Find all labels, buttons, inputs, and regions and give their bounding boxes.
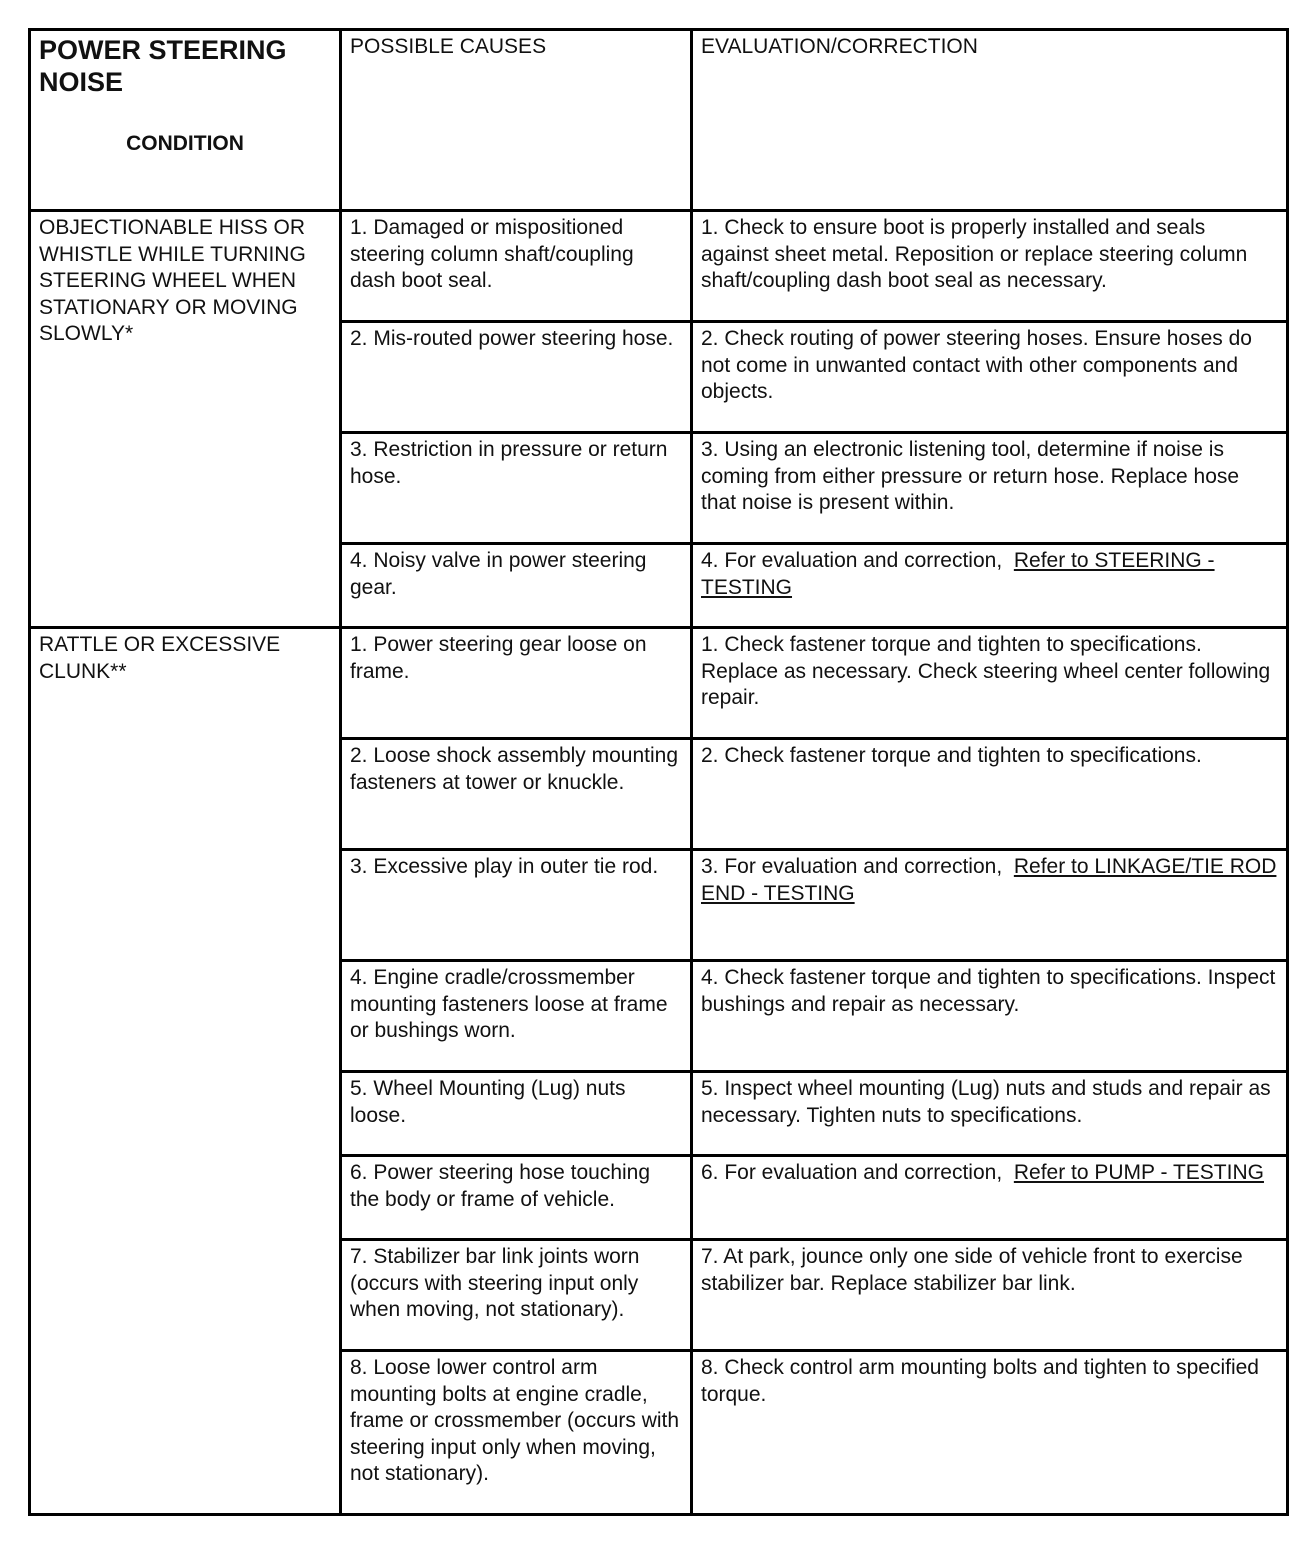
condition-header (30, 30, 341, 211)
cause-cell: 8. Loose lower control arm mounting bolts at engine cradle, frame or crossmember (occurs with steering input only when moving, not stationary). (341, 1351, 692, 1515)
correction-text: 8. Check control arm mounting bolts and tighten to specified torque. (701, 1356, 1259, 1406)
correction-text: 6. For evaluation and correction, (701, 1161, 1003, 1184)
cause-cell: 2. Loose shock assembly mounting fasteners at tower or knuckle. (341, 739, 692, 850)
correction-text: 3. Using an electronic listening tool, determine if noise is coming from either pressure or return hose. Replace hose that noise is present within. (701, 438, 1240, 514)
correction-cell (692, 1351, 1288, 1515)
correction-cell (692, 322, 1288, 433)
cause-cell: 1. Power steering gear loose on frame. (341, 628, 692, 739)
header-row (30, 30, 1288, 211)
correction-cell (692, 433, 1288, 544)
reference-link[interactable]: Refer to PUMP - TESTING (1013, 1161, 1264, 1184)
correction-cell (692, 850, 1288, 961)
reference-link[interactable]: Refer to LINKAGE/TIE ROD END - TESTING (701, 855, 1277, 905)
correction-cell (692, 1156, 1288, 1240)
diagnosis-table (28, 28, 1289, 1516)
correction-text: 2. Check routing of power steering hoses. Ensure hoses do not come in unwanted contact with other components and objects. (701, 327, 1252, 403)
cause-cell: 5. Wheel Mounting (Lug) nuts loose. (341, 1072, 692, 1156)
correction-cell (692, 211, 1288, 322)
correction-text: 3. For evaluation and correction, (701, 855, 1003, 878)
reference-link[interactable]: Refer to STEERING - TESTING (701, 549, 1215, 599)
correction-cell (692, 628, 1288, 739)
causes-column-header: POSSIBLE CAUSES (341, 30, 692, 211)
correction-text: 1. Check fastener torque and tighten to specifications. Replace as necessary. Check steering wheel center following repair. (701, 633, 1271, 709)
correction-text: 2. Check fastener torque and tighten to specifications. (701, 744, 1202, 767)
correction-text: 1. Check to ensure boot is properly installed and seals against sheet metal. Reposition or replace steering column shaft/coupling dash boot seal as necessary. (701, 216, 1248, 292)
correction-column-header: EVALUATION/CORRECTION (692, 30, 1288, 211)
correction-cell (692, 961, 1288, 1072)
cause-cell: 2. Mis-routed power steering hose. (341, 322, 692, 433)
table-row (30, 211, 1288, 322)
cause-cell: 4. Engine cradle/crossmember mounting fasteners loose at frame or bushings worn. (341, 961, 692, 1072)
table-title: POWER STEERING NOISE (39, 35, 287, 97)
cause-cell: 6. Power steering hose touching the body or frame of vehicle. (341, 1156, 692, 1240)
correction-text: 4. Check fastener torque and tighten to specifications. Inspect bushings and repair as necessary. (701, 966, 1276, 1016)
condition-cell: RATTLE OR EXCESSIVE CLUNK** (30, 628, 341, 1515)
cause-cell: 1. Damaged or mispositioned steering column shaft/coupling dash boot seal. (341, 211, 692, 322)
condition-column-label: CONDITION (126, 132, 244, 155)
correction-text: 7. At park, jounce only one side of vehicle front to exercise stabilizer bar. Replace stabilizer bar link. (701, 1245, 1243, 1295)
correction-text: 4. For evaluation and correction, (701, 549, 1003, 572)
cause-cell: 3. Excessive play in outer tie rod. (341, 850, 692, 961)
cause-cell: 7. Stabilizer bar link joints worn (occurs with steering input only when moving, not stationary). (341, 1240, 692, 1351)
correction-cell (692, 1072, 1288, 1156)
cause-cell: 3. Restriction in pressure or return hose. (341, 433, 692, 544)
correction-cell (692, 544, 1288, 628)
correction-cell (692, 1240, 1288, 1351)
condition-cell: OBJECTIONABLE HISS OR WHISTLE WHILE TURNING STEERING WHEEL WHEN STATIONARY OR MOVING SLOWLY* (30, 211, 341, 628)
correction-text: 5. Inspect wheel mounting (Lug) nuts and studs and repair as necessary. Tighten nuts to specifications. (701, 1077, 1271, 1127)
cause-cell: 4. Noisy valve in power steering gear. (341, 544, 692, 628)
correction-cell (692, 739, 1288, 850)
table-row (30, 628, 1288, 739)
